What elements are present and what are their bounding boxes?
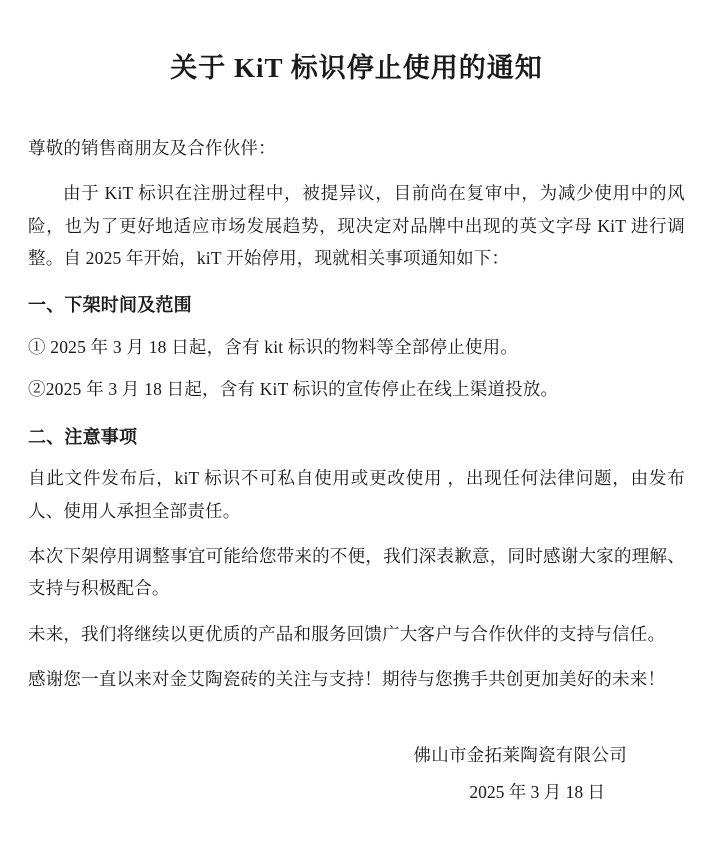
list-item: ②2025 年 3 月 18 日起，含有 KiT 标识的宣传停止在线上渠道投放。 [28, 379, 559, 400]
notice-paragraph: 未来，我们将继续以更优质的产品和服务回馈广大客户与合作伙伴的支持与信任。 [28, 623, 666, 644]
document-body [28, 132, 685, 696]
signature-date: 2025 年 3 月 18 日 [469, 782, 605, 803]
notice-paragraph: 本次下架停用调整事宜可能给您带来的不便，我们深表歉意，同时感谢大家的理解、支持与积极配合。 [28, 545, 685, 599]
section-heading-2: 二、注意事项 [28, 426, 138, 447]
signature-block [28, 737, 685, 811]
salutation: 尊敬的销售商朋友及合作伙伴： [28, 137, 276, 158]
list-item: ① 2025 年 3 月 18 日起，含有 kit 标识的物料等全部停止使用。 [28, 336, 519, 357]
section-heading-1: 一、下架时间及范围 [28, 295, 192, 316]
notice-paragraph: 感谢您一直以来对金艾陶瓷砖的关注与支持！期待与您携手共创更加美好的未来！ [28, 669, 666, 690]
intro-paragraph: 由于 KiT 标识在注册过程中，被提异议，目前尚在复审中，为减少使用中的风险，也为了更好地适应市场发展趋势，现决定对品牌中出现的英文字母 KiT 进行调整。自 2025 年开始，kiT 开始停用，现就相关事项通知如下： [28, 183, 685, 268]
signature-company: 佛山市金拓莱陶瓷有限公司 [413, 745, 627, 766]
page-title: 关于 KiT 标识停止使用的通知 [170, 53, 543, 83]
notice-paragraph: 自此文件发布后，kiT 标识不可私自使用或更改使用 ，出现任何法律问题，由发布人、使用人承担全部责任。 [28, 468, 685, 521]
